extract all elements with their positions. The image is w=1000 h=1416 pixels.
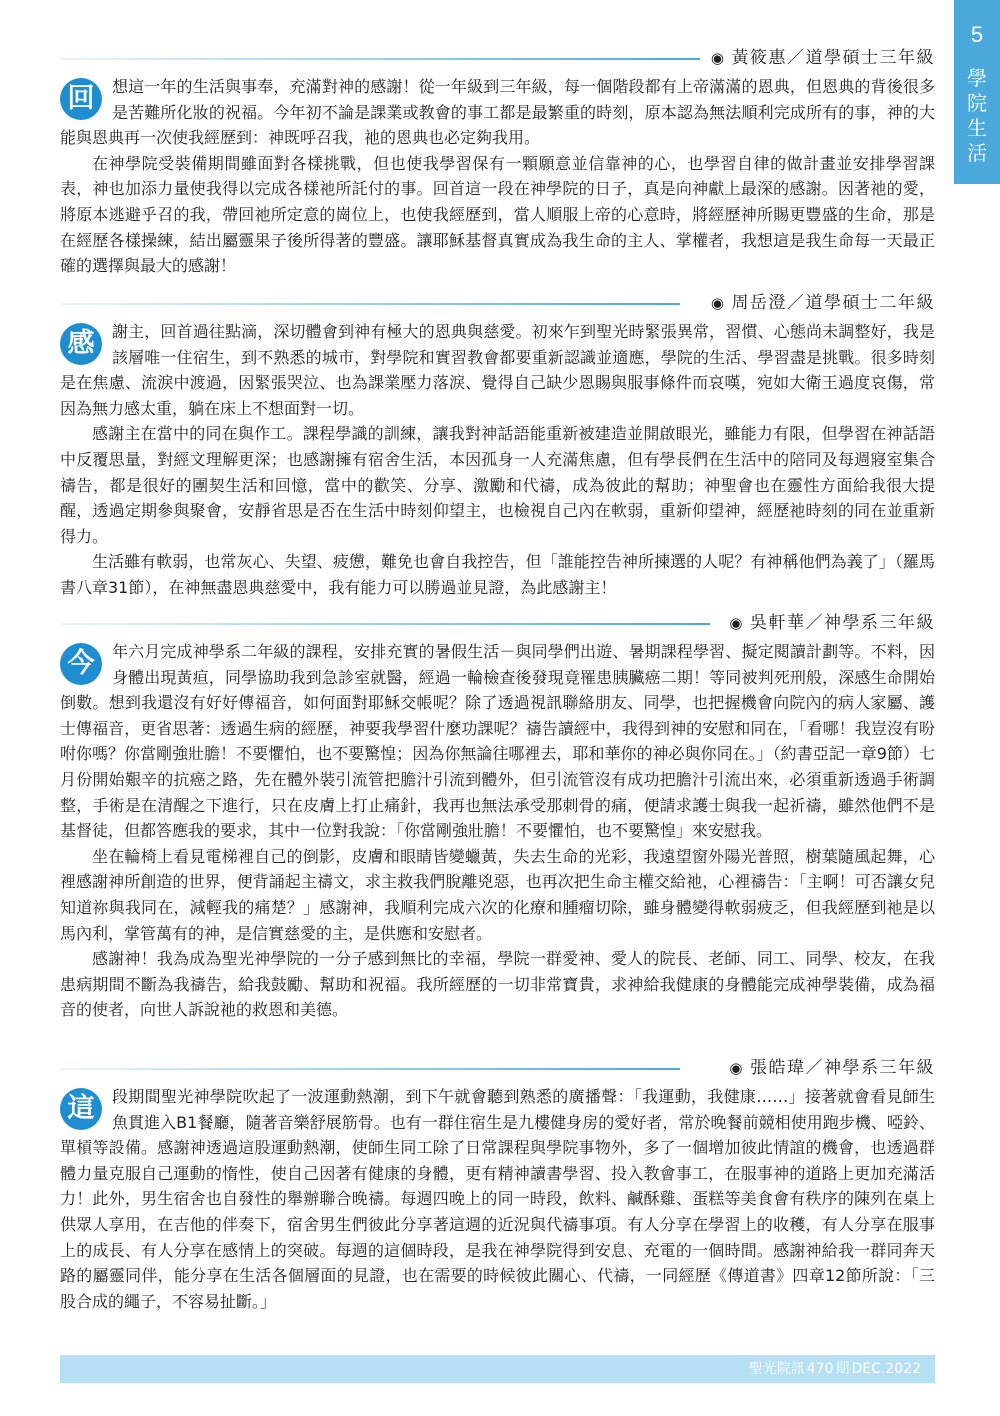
- author-byline: [729, 1054, 935, 1082]
- section-title: 學院生活: [967, 66, 987, 165]
- author-divider: [60, 1068, 680, 1070]
- dropcap: 今: [60, 643, 102, 685]
- paragraph: 生活雖有軟弱，也常灰心、失望、疲憊，難免也會自我控告，但「誰能控告神所揀選的人呢？有神稱他們為義了」（羅馬書八章31節），在神無盡恩典慈愛中，我有能力可以勝過並見證，為此感謝主！: [60, 552, 935, 597]
- paragraph: 坐在輪椅上看見電梯裡自己的倒影，皮膚和眼睛皆變蠟黃，失去生命的光彩，我遠望窗外陽光普照，樹葉隨風起舞，心裡感謝神所創造的世界，便背誦起主禱文，求主救我們脫離兇惡，也再次把生命主權交給祂，心裡禱告：「主啊！可否讓女兒知道祢與我同在，減輕我的痛楚？」感謝神，我順利完成六次的化療和腫瘤切除，雖身體變得軟弱疲乏，但我經歷到祂是以馬內利，掌管萬有的神，是信實慈愛的主，是供應和安慰者。: [60, 846, 935, 943]
- bullet-icon: ◉: [729, 1059, 744, 1077]
- issue-label: 期: [835, 1361, 850, 1377]
- testimony-article-3: [60, 609, 935, 1023]
- paragraph: 年六月完成神學系二年級的課程，安排充實的暑假生活－與同學們出遊、暑期課程學習、擬定閱讀計劃等。不料，因身體出現黃疸，同學協助我到急診室就醫，經過一輪檢查後發現竟罹患胰臟癌二期！等同被判死刑般，深感生命開始倒數。想到我還沒有好好傳福音，如何面對耶穌交帳呢？除了透過視訊聯絡朋友、同學，也把握機會向院內的病人家屬、護士傳福音，更省思著：透過生病的經歷，神要我學習什麼功課呢？禱告讀經中，我得到神的安慰和同在，「看哪！我豈沒有吩咐你嗎？你當剛強壯膽！不要懼怕，也不要驚惶；因為你無論往哪裡去，耶和華你的神必與你同在。」（約書亞記一章9節）七月份開始艱辛的抗癌之路，先在體外裝引流管把膽汁引流到體外，但引流管沒有成功把膽汁引流出來，必須重新透過手術調整，手術是在清醒之下進行，只在皮膚上打止痛針，我再也無法承受那刺骨的痛，便請求護士與我一起祈禱，雖然他們不是基督徒，但都答應我的要求，其中一位對我說：「你當剛強壯膽！不要懼怕，也不要驚惶」來安慰我。: [60, 642, 935, 841]
- author-name: 張皓瑋／神學系三年級: [750, 1058, 935, 1078]
- paragraph: 想這一年的生活與事奉，充滿對神的感謝！從一年級到三年級，每一個階段都有上帝滿滿的恩典，但恩典的背後很多是苦難所化妝的祝福。今年初不論是課業或教會的事工都是最繁重的時刻，原本認為無法順利完成所有的事，神的大能與恩典再一次使我經歷到：神既呼召我，祂的恩典也必定夠我用。: [60, 77, 935, 148]
- testimony-article-2: [60, 289, 935, 601]
- bullet-icon: ◉: [710, 49, 726, 67]
- dropcap: 回: [60, 78, 102, 120]
- author-divider: [60, 303, 680, 305]
- author-byline: [711, 289, 935, 317]
- paragraph: 謝主，回首過往點滴，深切體會到神有極大的恩典與慈愛。初來乍到聖光時緊張異常，習慣、心態尚未調整好，我是該層唯一住宿生，到不熟悉的城市，對學院和實習教會都要重新認識並適應，學院的生活、學習盡是挑戰。很多時刻是在焦慮、流淚中渡過，因緊張哭泣、也為課業壓力落淚、覺得自己缺少恩賜與服事條件而哀嘆，宛如大衛王過度哀傷，常因為無力感太重，躺在床上不想面對一切。: [60, 322, 935, 418]
- author-row: [60, 1054, 935, 1082]
- article-body: [60, 319, 935, 601]
- footer-bar: [60, 1355, 935, 1383]
- paragraph: 在神學院受裝備期間雖面對各樣挑戰，但也使我學習保有一顆願意並信靠神的心，也學習自律的做計畫並安排學習課表，神也加添力量使我得以完成各樣祂所託付的事。回首這一段在神學院的日子，真是向神獻上最深的感謝。因著祂的愛，將原本逃避乎召的我，帶回祂所定意的崗位上，也使我經歷到，當人順服上帝的心意時，將經歷神所賜更豐盛的生命，那是在經歷各樣操練，結出屬靈果子後所得著的豐盛。讓耶穌基督真實成為我生命的主人、掌權者，我想這是我生命每一天最正確的選擇與最大的感謝！: [60, 153, 935, 276]
- author-row: [60, 289, 935, 317]
- dropcap: 感: [60, 323, 102, 365]
- page-number: 5: [970, 22, 984, 47]
- article-body: [60, 1084, 935, 1314]
- section-tab: [954, 0, 1000, 184]
- testimony-article-4: [60, 1054, 935, 1314]
- paragraph: 段期間聖光神學院吹起了一波運動熱潮，到下午就會聽到熟悉的廣播聲：「我運動，我健康……」接著就會看見師生魚貫進入B1餐廳，隨著音樂舒展筋骨。也有一群住宿生是九樓健身房的愛好者，常於晚餐前競相使用跑步機、啞鈴、單槓等設備。感謝神透過這股運動熱潮，使師生同工除了日常課程與學院事物外，多了一個增加彼此情誼的機會，也透過群體力量克服自己運動的惰性，使自己因著有健康的身體，更有精神讀書學習、投入教會事工，在服事神的道路上更加充滿活力！此外，男生宿舍也自發性的舉辦聯合晚禱。每週四晚上的同一時段，飲料、鹹酥雞、蛋糕等美食會有秩序的陳列在桌上供眾人享用，在吉他的伴奏下，宿舍男生們彼此分享著這週的近況與代禱事項。有人分享在學習上的收穫，有人分享在服事上的成長、有人分享在感情上的突破。每週的這個時段，是我在神學院得到安息、充電的一個時間。感謝神給我一群同奔天路的屬靈同伴，能分享在生活各個層面的見證，也在需要的時候彼此關心、代禱，一同經歷《傳道書》四章12節所說：「三股合成的繩子，不容易扯斷。」: [60, 1087, 935, 1311]
- bullet-icon: ◉: [710, 294, 726, 312]
- issue-number: 470: [806, 1361, 834, 1377]
- author-row: [60, 44, 935, 72]
- testimony-article-1: [60, 44, 935, 279]
- dropcap: 這: [60, 1088, 102, 1130]
- issue-info: [747, 1355, 921, 1383]
- author-divider: [60, 58, 700, 60]
- author-name: 吳軒華／神學系三年級: [750, 613, 935, 633]
- publication-name: 聖光院訊: [748, 1361, 805, 1377]
- author-name: 周岳澄／道學碩士二年級: [731, 293, 935, 313]
- article-body: [60, 74, 935, 279]
- author-name: 黃筱惠／道學碩士三年級: [731, 48, 935, 68]
- paragraph: 感謝主在當中的同在與作工。課程學識的訓練，讓我對神話語能重新被建造並開啟眼光，雖能力有限，但學習在神話語中反覆思量，對經文理解更深；也感謝擁有宿舍生活，本因孤身一人充滿焦慮，但有學長們在生活中的陪同及每週寢室集合禱告，都是很好的團契生活和回憶，當中的歡笑、分享、激勵和代禱，成為彼此的幫助；神聖會也在靈性方面給我很大提醒，透過定期參與聚會，安靜省思是否在生活中時刻仰望主，也檢視自己內在軟弱，重新仰望神，經歷祂時刻的同在並重新得力。: [60, 424, 935, 546]
- issue-date: DEC.2022: [851, 1361, 921, 1377]
- paragraph: 感謝神！我為成為聖光神學院的一分子感到無比的幸福，學院一群愛神、愛人的院長、老師、同工、同學、校友，在我患病期間不斷為我禱告，給我鼓勵、幫助和祝福。我所經歷的一切非常寶貴，求神給我健康的身體能完成神學裝備，成為福音的使者，向世人訴說祂的救恩和美德。: [60, 949, 935, 1020]
- author-row: [60, 609, 935, 637]
- author-byline: [711, 44, 935, 72]
- article-body: [60, 639, 935, 1023]
- author-byline: [729, 609, 935, 637]
- bullet-icon: ◉: [729, 614, 744, 632]
- author-divider: [60, 623, 710, 625]
